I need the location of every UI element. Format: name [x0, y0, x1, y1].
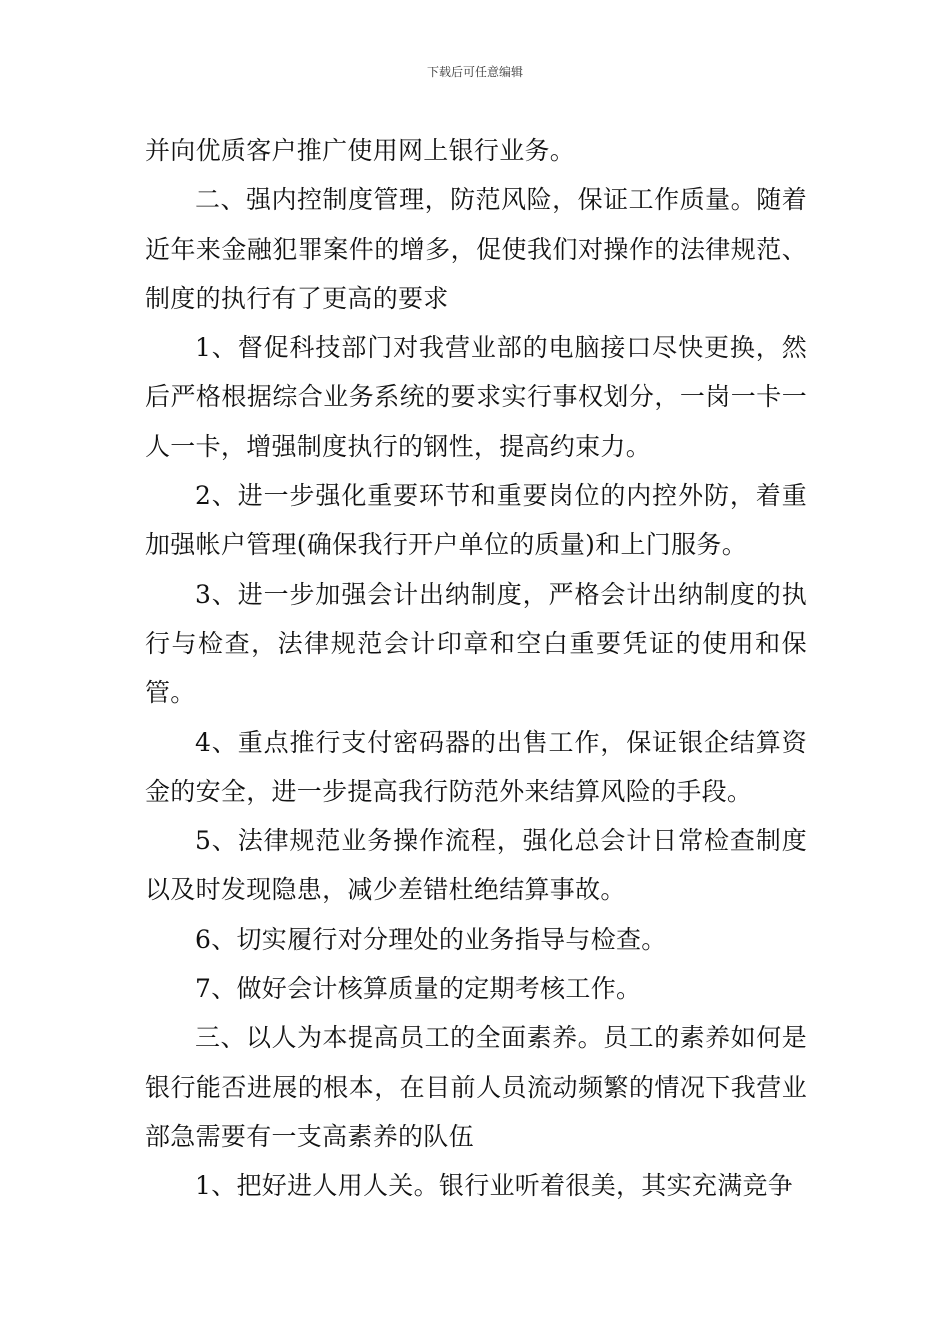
paragraph-item-3: 3、进一步加强会计出纳制度，严格会计出纳制度的执行与检查，法律规范会计印章和空白重要凭证的使用和保管。	[145, 579, 807, 708]
paragraph-section-three: 三、以人为本提高员工的全面素养。员工的素养如何是银行能否进展的根本，在目前人员流动频繁的情况下我营业部急需要有一支高素养的队伍	[145, 1023, 807, 1151]
paragraph-item-1: 1、督促科技部门对我营业部的电脑接口尽快更换，然后严格根据综合业务系统的要求实行事权划分，一岗一卡一人一卡，增强制度执行的钢性，提高约束力。	[145, 333, 807, 461]
paragraph-section-two: 二、强内控制度管理，防范风险，保证工作质量。随着近年来金融犯罪案件的增多，促使我们对操作的法律规范、制度的执行有了更高的要求	[145, 185, 807, 313]
paragraph-continuation: 并向优质客户推广使用网上银行业务。	[145, 136, 576, 165]
paragraph-item-7: 7、做好会计核算质量的定期考核工作。	[195, 974, 642, 1004]
paragraph-item-5: 5、法律规范业务操作流程，强化总会计日常检查制度以及时发现隐患，减少差错杜绝结算事故。	[145, 826, 807, 905]
document-body	[145, 126, 807, 1211]
paragraph-item-1-hiring: 1、把好进人用人关。银行业听着很美，其实充满竞争	[195, 1171, 794, 1201]
paragraph-item-6: 6、切实履行对分理处的业务指导与检查。	[195, 924, 667, 954]
paragraph-item-4: 4、重点推行支付密码器的出售工作，保证银企结算资金的安全，进一步提高我行防范外来结算风险的手段。	[145, 727, 807, 806]
page-header-note: 下载后可任意编辑	[426, 65, 523, 79]
paragraph-item-2: 2、进一步强化重要环节和重要岗位的内控外防，着重加强帐户管理(确保我行开户单位的质量)和上门服务。	[145, 481, 807, 560]
